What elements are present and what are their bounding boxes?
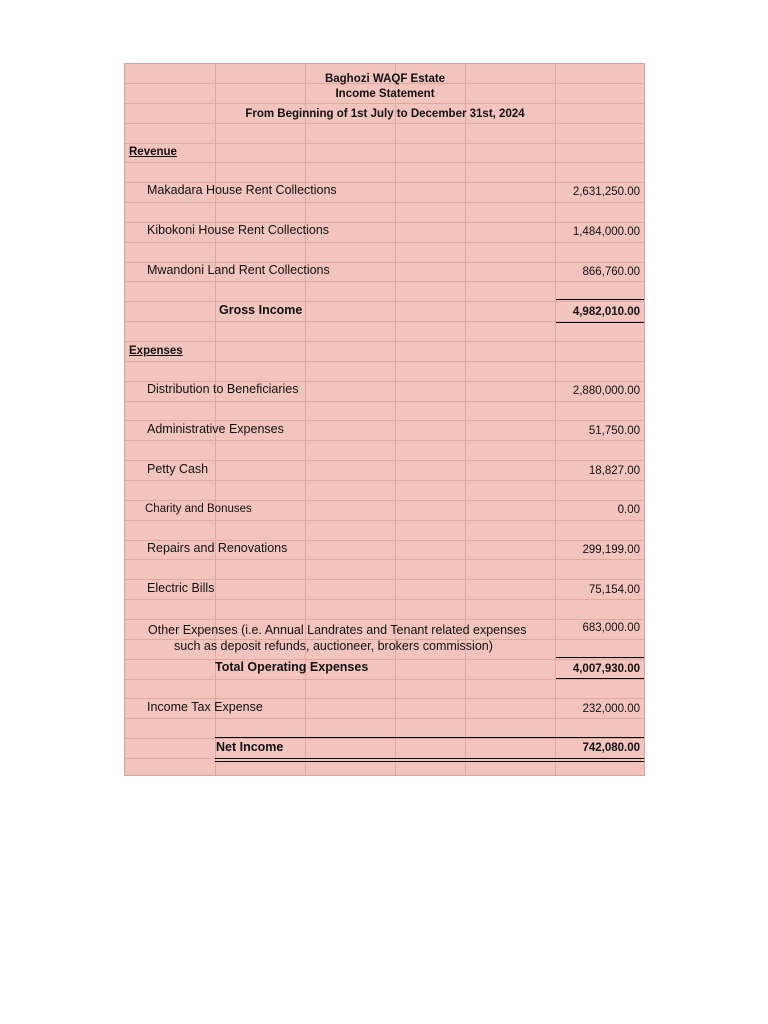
expense-item-label: Electric Bills — [147, 581, 215, 595]
income-statement-sheet — [124, 63, 645, 776]
total-operating-expenses-label: Total Operating Expenses — [215, 660, 369, 674]
net-income-amount: 742,080.00 — [582, 742, 640, 754]
grid-row-line — [125, 401, 644, 402]
expenses-heading: Expenses — [129, 345, 183, 357]
grid-row-line — [125, 242, 644, 243]
gross-income-top-rule — [556, 299, 644, 300]
other-expenses-amount: 683,000.00 — [582, 622, 640, 634]
expense-item-amount: 51,750.00 — [588, 425, 640, 437]
grid-row-line — [125, 341, 644, 342]
grid-row-line — [125, 361, 644, 362]
grid-row-line — [125, 559, 644, 560]
expense-item-amount: 75,154.00 — [588, 584, 640, 596]
grid-row-line — [125, 420, 644, 421]
grid-row-line — [125, 599, 644, 600]
expense-item-label: Charity and Bonuses — [145, 503, 252, 515]
revenue-item-amount: 2,631,250.00 — [572, 186, 640, 198]
total-expenses-bottom-rule — [556, 678, 644, 679]
grid-row-line — [125, 162, 644, 163]
expense-item-label: Distribution to Beneficiaries — [147, 382, 299, 396]
grid-row-line — [125, 619, 644, 620]
grid-row-line — [125, 440, 644, 441]
expense-item-label: Petty Cash — [147, 462, 209, 476]
statement-title: Income Statement — [335, 88, 435, 100]
other-expenses-label-line2: such as deposit refunds, auctioneer, brokers commission) — [174, 639, 493, 653]
revenue-heading: Revenue — [129, 146, 177, 158]
income-tax-amount: 232,000.00 — [582, 703, 640, 715]
expense-item-amount: 18,827.00 — [588, 465, 640, 477]
expense-item-label: Administrative Expenses — [147, 422, 284, 436]
net-income-label: Net Income — [216, 740, 284, 754]
grid-row-line — [125, 143, 644, 144]
expense-item-label: Repairs and Renovations — [147, 541, 288, 555]
grid-row-line — [125, 103, 644, 104]
grid-row-line — [125, 123, 644, 124]
revenue-item-label: Makadara House Rent Collections — [147, 183, 337, 197]
revenue-item-amount: 866,760.00 — [582, 266, 640, 278]
grid-row-line — [125, 281, 644, 282]
gross-income-label: Gross Income — [219, 303, 303, 317]
total-expenses-top-rule — [556, 657, 644, 658]
net-income-double-rule-1 — [215, 758, 644, 759]
grid-row-line — [125, 480, 644, 481]
grid-row-line — [125, 659, 644, 660]
statement-period: From Beginning of 1st July to December 31st, 2024 — [245, 108, 525, 120]
gross-income-amount: 4,982,010.00 — [572, 306, 640, 318]
grid-row-line — [125, 698, 644, 699]
revenue-item-label: Kibokoni House Rent Collections — [147, 223, 330, 237]
total-operating-expenses-amount: 4,007,930.00 — [572, 663, 640, 675]
expense-item-amount: 299,199.00 — [582, 544, 640, 556]
grid-row-line — [125, 579, 644, 580]
estate-name: Baghozi WAQF Estate — [324, 73, 446, 85]
revenue-item-label: Mwandoni Land Rent Collections — [147, 263, 330, 277]
grid-row-line — [125, 738, 644, 739]
grid-row-line — [125, 460, 644, 461]
income-tax-label: Income Tax Expense — [147, 700, 263, 714]
grid-row-line — [125, 301, 644, 302]
grid-row-line — [125, 202, 644, 203]
net-income-double-rule-2 — [215, 761, 644, 762]
grid-row-line — [125, 520, 644, 521]
grid-row-line — [125, 718, 644, 719]
grid-row-line — [125, 679, 644, 680]
other-expenses-label-line1: Other Expenses (i.e. Annual Landrates and Tenant related expenses — [148, 623, 527, 637]
net-income-top-rule — [215, 737, 644, 738]
expense-item-amount: 0.00 — [617, 504, 640, 516]
grid-row-line — [125, 500, 644, 501]
revenue-item-amount: 1,484,000.00 — [572, 226, 640, 238]
expense-item-amount: 2,880,000.00 — [572, 385, 640, 397]
gross-income-bottom-rule — [556, 322, 644, 323]
